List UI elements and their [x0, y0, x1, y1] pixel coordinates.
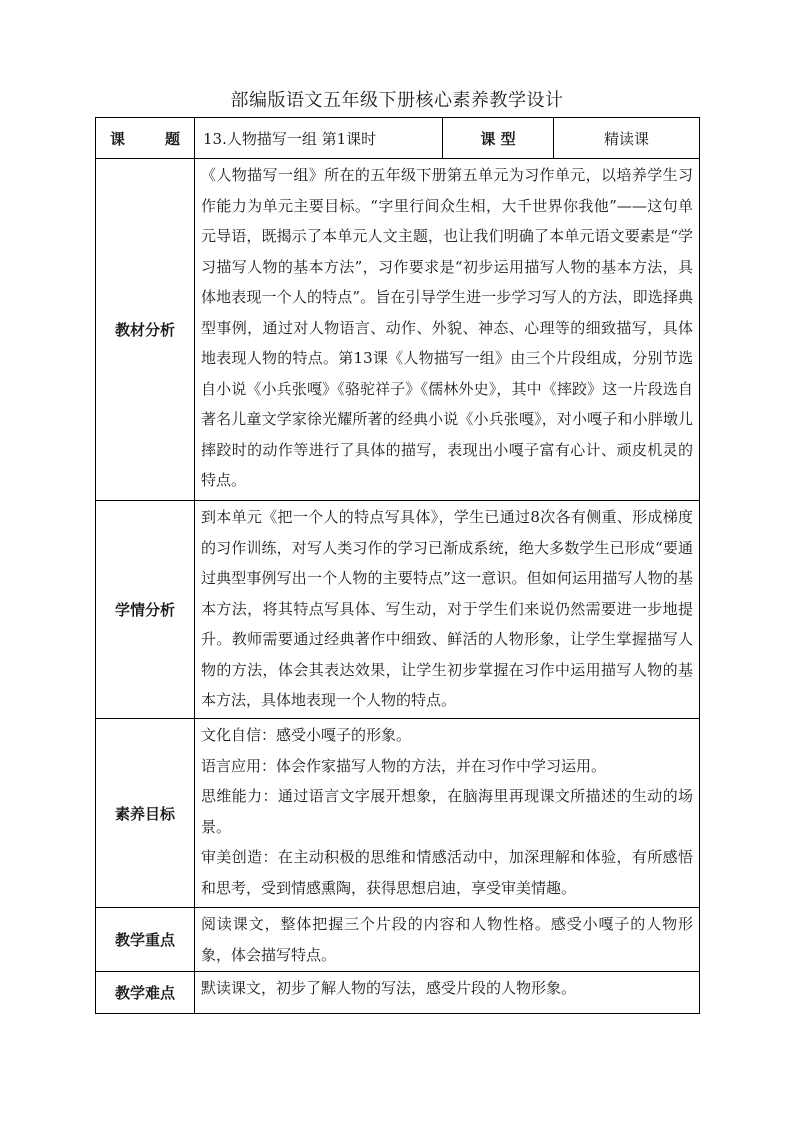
key-points-text: 阅读课文，整体把握三个片段的内容和人物性格。感受小嘎子的人物形象，体会描写特点。	[195, 908, 700, 972]
type-value: 精读课	[554, 118, 700, 159]
material-analysis-label: 教材分析	[96, 159, 195, 501]
literacy-goal-item: 语言应用：体会作家描写人物的方法，并在习作中学习运用。	[201, 756, 607, 775]
topic-label-cell	[96, 118, 195, 159]
difficulties-row	[96, 972, 700, 1014]
key-points-row	[96, 908, 700, 972]
material-analysis-row	[96, 159, 700, 501]
learner-analysis-row	[96, 501, 700, 719]
key-points-label: 教学重点	[96, 908, 195, 972]
difficulties-text: 默读课文，初步了解人物的写法，感受片段的人物形象。	[195, 972, 700, 1014]
literacy-goals-content	[195, 719, 700, 908]
literacy-goals-label: 素养目标	[96, 719, 195, 908]
literacy-goal-item: 思维能力：通过语言文字展开想象，在脑海里再现课文所描述的生动的场景。	[201, 787, 693, 836]
document-title: 部编版语文五年级下册核心素养教学设计	[230, 90, 564, 111]
type-label: 课 型	[443, 118, 554, 159]
learner-analysis-text: 到本单元《把一个人的特点写具体》，学生已通过8次各有侧重、形成梯度的习作训练，对写人类习作的学习已渐成系统，绝大多数学生已形成“要通过典型事例写出一个人物的主要特点”这一意识。但如何运用描写人物的基本方法，将其特点写具体、写生动，对于学生们来说仍然需要进一步地提升。教师需要通过经典著作中细致、鲜活的人物形象，让学生掌握描写人物的方法，体会其表达效果，让学生初步掌握在习作中运用描写人物的基本方法，具体地表现一个人物的特点。	[195, 501, 700, 719]
topic-label-char-2: 题	[164, 129, 180, 148]
lesson-title: 13.人物描写一组 第1课时	[195, 118, 443, 159]
lesson-plan-table	[95, 117, 700, 1014]
literacy-goal-item: 文化自信：感受小嘎子的形象。	[201, 726, 412, 744]
difficulties-label: 教学难点	[96, 972, 195, 1014]
literacy-goals-row	[96, 719, 700, 908]
literacy-goal-item: 审美创造：在主动积极的思维和情感活动中，加深理解和体验，有所感悟和思考，受到情感熏陶，获得思想启迪，享受审美情趣。	[201, 848, 693, 897]
learner-analysis-label: 学情分析	[96, 501, 195, 719]
topic-label-char-1: 课	[110, 129, 126, 148]
header-row	[96, 118, 700, 159]
material-analysis-text: 《人物描写一组》所在的五年级下册第五单元为习作单元，以培养学生习作能力为单元主要目标。“字里行间众生相，大千世界你我他”——这句单元导语，既揭示了本单元人文主题，也让我们明确了本单元语文要素是“学习描写人物的基本方法”，习作要求是“初步运用描写人物的基本方法，具体地表现一个人的特点”。旨在引导学生进一步学习写人的方法，即选择典型事例，通过对人物语言、动作、外貌、神态、心理等的细致描写，具体地表现人物的特点。第13课《人物描写一组》由三个片段组成，分别节选自小说《小兵张嘎》《骆驼祥子》《儒林外史》，其中《摔跤》这一片段选自著名儿童文学家徐光耀所著的经典小说《小兵张嘎》，对小嘎子和小胖墩儿摔跤时的动作等进行了具体的描写，表现出小嘎子富有心计、顽皮机灵的特点。	[195, 159, 700, 501]
